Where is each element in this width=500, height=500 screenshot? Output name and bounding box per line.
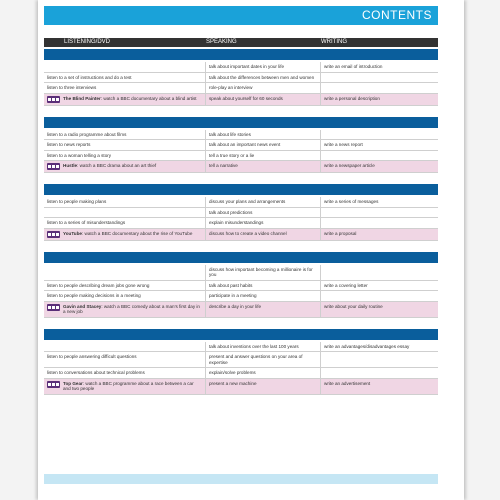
listening-cell (44, 291, 206, 301)
writing-cell: write a covering letter (324, 282, 368, 288)
listening-cell (44, 161, 206, 172)
table-row (44, 197, 438, 208)
speaking-cell: explain misunderstandings (206, 218, 321, 228)
listening-cell (44, 281, 206, 291)
listening-text: listen to people making plans (47, 199, 107, 204)
listening-cell (44, 265, 206, 280)
listening-cell (44, 151, 206, 161)
listening-text: listen to people describing dream jobs gone wrong (47, 282, 150, 288)
bbc-block (52, 165, 55, 168)
dvd-row (44, 161, 438, 173)
writing-cell: write a newspaper article (324, 163, 375, 168)
writing-cell (321, 208, 438, 218)
bbc-block (52, 306, 55, 309)
dvd-description: : watch a BBC documentary about a blind artist (100, 95, 197, 101)
bbc-block (48, 165, 51, 168)
unit-section (44, 329, 438, 395)
writing-cell: write a proposal (324, 230, 357, 236)
speaking-cell: discuss how important becoming a millionaire is for you (206, 265, 321, 280)
table-row (44, 291, 438, 302)
unit-section (44, 252, 438, 318)
speaking-cell: explain/solve problems (206, 368, 321, 378)
bbc-icon (47, 96, 60, 103)
dvd-title: The Blind Painter (63, 95, 101, 101)
page-gutter-left (0, 0, 38, 500)
dvd-text (63, 163, 156, 169)
listening-cell (44, 73, 206, 83)
bbc-block (52, 233, 55, 236)
listening-text: listen to people making decisions in a meeting (47, 293, 141, 298)
contents-table (44, 49, 438, 406)
unit-header-bar (44, 49, 438, 60)
bbc-block (48, 306, 51, 309)
speaking-cell: present and answer questions on your area of expertise (206, 352, 321, 367)
dvd-row (44, 229, 438, 241)
table-row (44, 140, 438, 151)
unit-header-bar (44, 252, 438, 263)
bbc-icon (47, 304, 60, 311)
speaking-cell: talk about past habits (206, 281, 321, 291)
bbc-icon (47, 381, 60, 388)
unit-section (44, 117, 438, 174)
dvd-row (44, 94, 438, 106)
unit-section (44, 184, 438, 241)
listening-cell (44, 208, 206, 218)
listening-text: listen to people answering difficult questions (47, 354, 137, 359)
dvd-description: : watch a BBC comedy about a man's first day in a new job (63, 303, 200, 314)
speaking-cell: describe a day in your life (206, 302, 321, 317)
column-header-speaking: SPEAKING (206, 39, 237, 45)
listening-text: listen to conversations about technical problems (47, 370, 145, 375)
table-row (44, 281, 438, 292)
writing-cell (321, 130, 438, 140)
column-header-bar (44, 38, 438, 47)
listening-cell (44, 342, 206, 352)
speaking-cell: present a new machine (206, 379, 321, 394)
writing-cell (321, 291, 438, 301)
listening-cell (44, 197, 206, 207)
dvd-text (63, 96, 197, 102)
writing-cell: write a news report (324, 142, 363, 147)
dvd-row (44, 379, 438, 395)
speaking-cell: talk about inventions over the last 100 years (206, 342, 321, 352)
listening-text: listen to three interviews (47, 85, 97, 90)
dvd-text (63, 304, 202, 315)
dvd-title: YouTube (63, 230, 82, 236)
speaking-cell: participate in a meeting (206, 291, 321, 301)
bbc-block (52, 383, 55, 386)
dvd-title: Hustle (63, 163, 78, 168)
dvd-description: : watch a BBC drama about an art thief (77, 163, 157, 168)
dvd-title: Gavin and Stacey (63, 303, 102, 309)
bbc-block (56, 98, 59, 101)
writing-cell (321, 352, 438, 367)
listening-cell (44, 62, 206, 72)
listening-cell (44, 229, 206, 240)
column-header-writing: WRITING (321, 39, 347, 45)
bbc-block (56, 383, 59, 386)
listening-cell (44, 352, 206, 367)
writing-cell (321, 73, 438, 83)
listening-cell (44, 218, 206, 228)
bbc-block (52, 98, 55, 101)
unit-header-bar (44, 184, 438, 195)
speaking-cell: talk about an important news event (206, 140, 321, 150)
speaking-cell: talk about important dates in your life (206, 62, 321, 72)
bbc-block (48, 233, 51, 236)
dvd-text (63, 381, 202, 392)
writing-cell (321, 368, 438, 378)
writing-cell (321, 218, 438, 228)
page-gutter-right (464, 0, 500, 500)
bbc-block (56, 306, 59, 309)
bbc-block (48, 383, 51, 386)
speaking-cell: tell a narrative (206, 161, 321, 172)
table-row (44, 62, 438, 73)
unit-header-bar (44, 117, 438, 128)
listening-text: listen to a radio programme about films (47, 131, 127, 137)
table-row (44, 73, 438, 84)
writing-cell (321, 265, 438, 280)
table-row (44, 208, 438, 219)
dvd-row (44, 302, 438, 318)
table-row (44, 130, 438, 141)
writing-cell: write a series of messages (324, 199, 379, 204)
listening-text: listen to a set of instructions and do a test (47, 74, 132, 80)
speaking-cell: tell a true story or a lie (206, 151, 321, 161)
writing-cell: write an advantages/disadvantages essay (324, 343, 410, 349)
listening-text: listen to a series of misunderstandings (47, 220, 126, 225)
table-row (44, 352, 438, 368)
bbc-block (56, 233, 59, 236)
writing-cell (321, 151, 438, 161)
table-row (44, 151, 438, 162)
table-row (44, 218, 438, 229)
writing-cell (321, 83, 438, 93)
speaking-cell: speak about yourself for 60 seconds (206, 94, 321, 105)
page-title: CONTENTS (44, 6, 438, 25)
unit-header-bar (44, 329, 438, 340)
dvd-title: Top Gear (63, 380, 83, 386)
speaking-cell: talk about the differences between men and women (206, 73, 321, 83)
column-header-listening: LISTENING/DVD (64, 39, 111, 45)
listening-cell (44, 83, 206, 93)
dvd-description: : watch a BBC programme about a race between a car and two people (63, 380, 194, 391)
writing-cell: write about your daily routine (324, 303, 383, 309)
writing-cell: write an email of introduction (324, 64, 383, 69)
bbc-icon (47, 231, 60, 238)
table-row (44, 368, 438, 379)
speaking-cell: talk about life stories (206, 130, 321, 140)
writing-cell: write an advertisement (324, 380, 371, 386)
table-row (44, 265, 438, 281)
table-row (44, 83, 438, 94)
bbc-block (56, 165, 59, 168)
dvd-text (63, 231, 192, 237)
listening-cell (44, 130, 206, 140)
listening-text: listen to news reports (47, 142, 91, 147)
speaking-cell: talk about predictions (206, 208, 321, 218)
listening-cell (44, 94, 206, 105)
writing-cell: write a personal description (324, 95, 380, 101)
bottom-unit-bar (44, 474, 438, 484)
listening-text: listen to a woman telling a story (47, 152, 112, 158)
speaking-cell: role-play an interview (206, 83, 321, 93)
bbc-block (48, 98, 51, 101)
bbc-icon (47, 163, 60, 170)
dvd-description: : watch a BBC documentary about the rise of YouTube (81, 230, 193, 236)
listening-cell (44, 379, 206, 394)
listening-cell (44, 140, 206, 150)
speaking-cell: discuss your plans and arrangements (206, 197, 321, 207)
unit-section (44, 49, 438, 106)
speaking-cell: discuss how to create a video channel (206, 229, 321, 240)
listening-cell (44, 368, 206, 378)
listening-cell (44, 302, 206, 317)
table-row (44, 342, 438, 353)
